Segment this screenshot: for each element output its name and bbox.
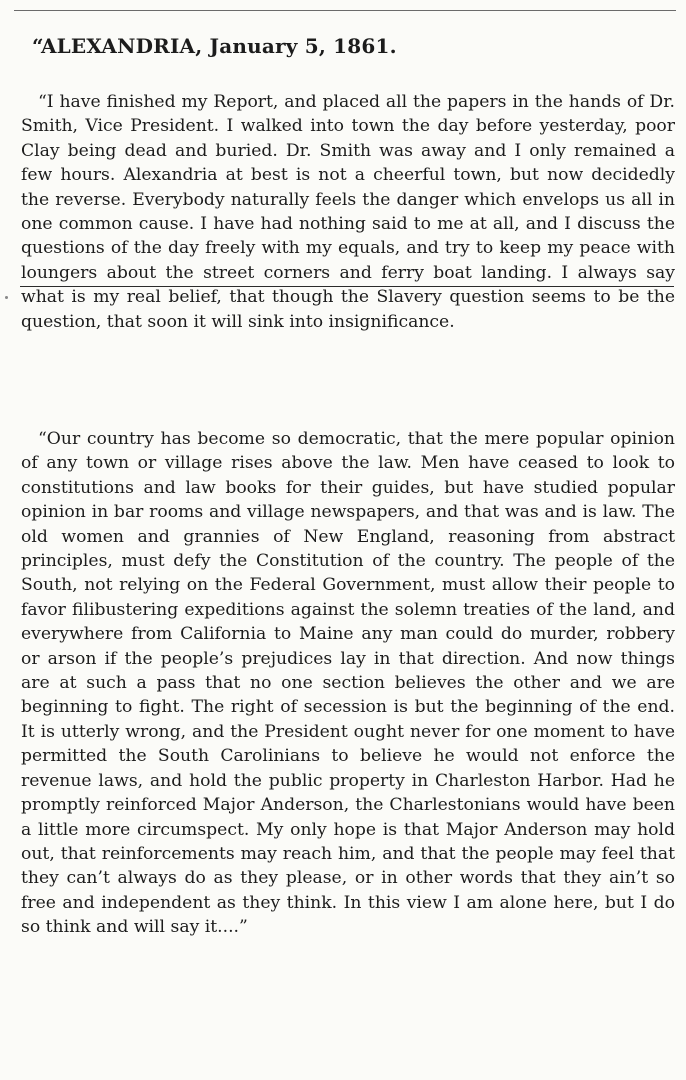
margin-speck [5,296,8,299]
underline-rule [20,286,674,287]
paragraph-1: “I have finished my Report, and placed all the papers in the hands of Dr. Smith, Vice President. I walked into town the day before yesterday, poor Clay being dead and buried. Dr. Smith was away and I only remained a few hours. Alexandria at best is not a cheerful town, but now decidedly the reverse. Everybody naturally feels the danger which envelops us all in one common cause. I have had nothing said to me at all, and I discuss the questions of the day freely with my equals, and try to keep my peace with loungers about the street corners and ferry boat landing. I always say what is my real belief, that though the Slavery question seems to be the question, that soon it will sink into insignificance. [21,92,675,332]
letter-heading: “ALEXANDRIA, January 5, 1861. [32,34,397,58]
paragraph-2: “Our country has become so democratic, that the mere popular opinion of any town or village rises above the law. Men have ceased to look to constitutions and law books for their guides, but have studied popular opinion in bar rooms and village newspapers, and that was and is law. The old women and grannies of New England, reasoning from abstract principles, must defy the Constitution of the country. The people of the South, not relying on the Federal Government, must allow their people to favor filibustering expeditions against the solemn treaties of the land, and everywhere from California to Maine any man could do murder, robbery or arson if the people’s prejudices lay in that direction. And now things are at such a pass that no one section believes the other and we are beginning to fight. The right of secession is but the beginning of the end. It is utterly wrong, and the President ought never for one moment to have permitted the South Carolinians to believe he would not enforce the revenue laws, and hold the public property in Charleston Harbor. Had he promptly reinforced Major Anderson, the Charlestonians would have been a little more circumspect. My only hope is that Major Anderson may hold out, that reinforcements may reach him, and that the people may feel that they can’t always do as they please, or in other words that they ain’t so free and independent as they think. In this view I am alone here, but I do so think and will say it....” [21,429,675,938]
top-rule-divider [14,10,676,11]
